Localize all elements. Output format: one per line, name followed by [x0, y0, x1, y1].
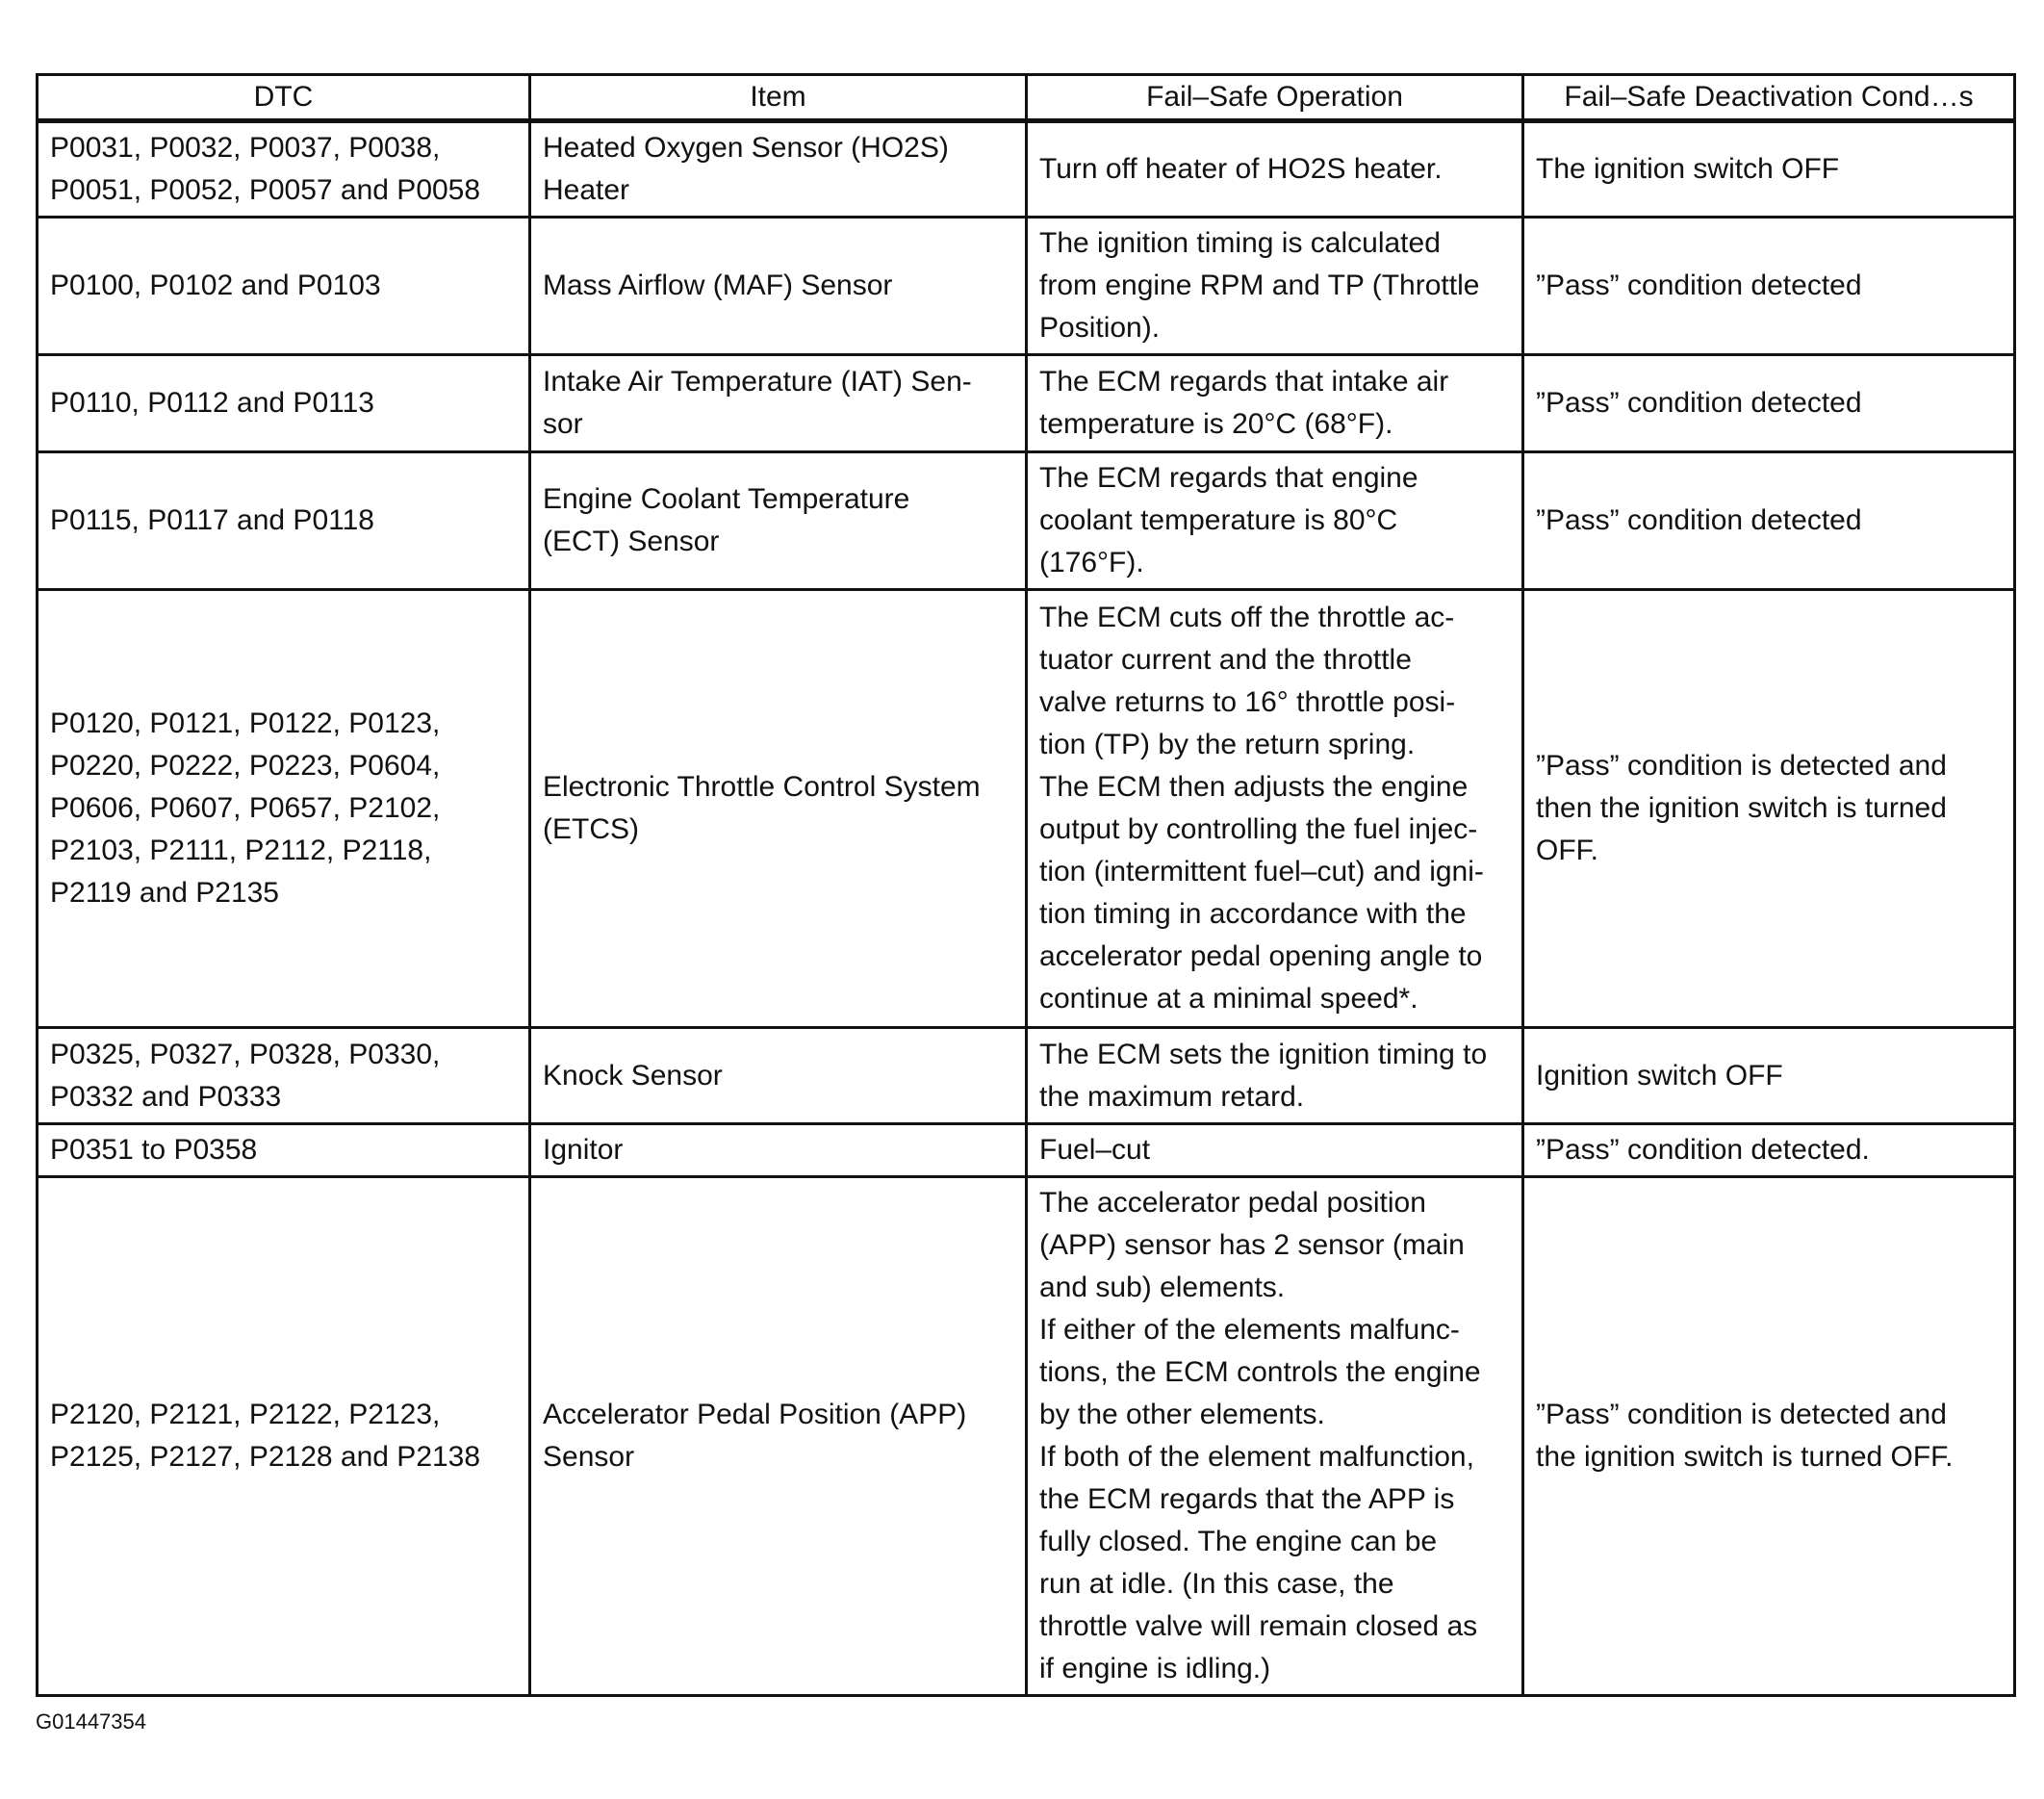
deactivation-cell: ”Pass” condition detected — [1523, 452, 2015, 590]
item-cell: Heated Oxygen Sensor (HO2S) Heater — [530, 121, 1027, 218]
deactivation-cell: ”Pass” condition is detected and then the ignition switch is turned OFF. — [1523, 590, 2015, 1028]
header-dtc: DTC — [38, 75, 530, 121]
header-row — [38, 75, 2015, 121]
dtc-cell: P0100, P0102 and P0103 — [38, 218, 530, 355]
dtc-cell: P0110, P0112 and P0113 — [38, 355, 530, 452]
dtc-cell: P0115, P0117 and P0118 — [38, 452, 530, 590]
deactivation-cell: ”Pass” condition detected. — [1523, 1124, 2015, 1177]
dtc-cell: P0120, P0121, P0122, P0123, P0220, P0222, P0223, P0604, P0606, P0607, P0657, P2102, P2103, P2111, P2112, P2118, P2119 and P2135 — [38, 590, 530, 1028]
operation-cell: The ECM regards that intake air temperature is 20°C (68°F). — [1027, 355, 1523, 452]
item-cell: Ignitor — [530, 1124, 1027, 1177]
deactivation-cell: The ignition switch OFF — [1523, 121, 2015, 218]
dtc-cell: P0031, P0032, P0037, P0038, P0051, P0052, P0057 and P0058 — [38, 121, 530, 218]
table-row — [38, 1177, 2015, 1696]
operation-cell: The accelerator pedal position (APP) sensor has 2 sensor (main and sub) elements. If either of the elements malfunc- tions, the ECM controls the engine by the other elements. If both of the element malfunction, the ECM regards that the APP is fully closed. The engine can be run at idle. (In this case, the throttle valve will remain closed as if engine is idling.) — [1027, 1177, 1523, 1696]
operation-cell: The ignition timing is calculated from engine RPM and TP (Throttle Position). — [1027, 218, 1523, 355]
table-body — [38, 121, 2015, 1696]
deactivation-cell: ”Pass” condition detected — [1523, 355, 2015, 452]
item-cell: Engine Coolant Temperature (ECT) Sensor — [530, 452, 1027, 590]
deactivation-cell: Ignition switch OFF — [1523, 1028, 2015, 1124]
table-row — [38, 1124, 2015, 1177]
operation-cell: The ECM cuts off the throttle ac- tuator current and the throttle valve returns to 16° throttle posi- tion (TP) by the return spring. The ECM then adjusts the engine output by controlling the fuel injec- tion (intermittent fuel–cut) and igni- tion timing in accordance with the accelerator pedal opening angle to continue at a minimal speed*. — [1027, 590, 1523, 1028]
table-row — [38, 121, 2015, 218]
item-cell: Electronic Throttle Control System (ETCS) — [530, 590, 1027, 1028]
deactivation-cell: ”Pass” condition detected — [1523, 218, 2015, 355]
table-header — [38, 75, 2015, 121]
image-reference-code: G01447354 — [36, 1709, 146, 1734]
fail-safe-table-container — [36, 73, 2013, 1697]
dtc-cell: P0325, P0327, P0328, P0330, P0332 and P0333 — [38, 1028, 530, 1124]
item-cell: Knock Sensor — [530, 1028, 1027, 1124]
operation-cell: The ECM sets the ignition timing to the maximum retard. — [1027, 1028, 1523, 1124]
operation-cell: Turn off heater of HO2S heater. — [1027, 121, 1523, 218]
deactivation-cell: ”Pass” condition is detected and the ignition switch is turned OFF. — [1523, 1177, 2015, 1696]
item-cell: Mass Airflow (MAF) Sensor — [530, 218, 1027, 355]
table-row — [38, 355, 2015, 452]
table-row — [38, 590, 2015, 1028]
dtc-cell: P2120, P2121, P2122, P2123, P2125, P2127, P2128 and P2138 — [38, 1177, 530, 1696]
fail-safe-table — [36, 73, 2016, 1697]
item-cell: Intake Air Temperature (IAT) Sen- sor — [530, 355, 1027, 452]
header-fail-safe-operation: Fail–Safe Operation — [1027, 75, 1523, 121]
table-row — [38, 1028, 2015, 1124]
table-row — [38, 452, 2015, 590]
header-item: Item — [530, 75, 1027, 121]
dtc-cell: P0351 to P0358 — [38, 1124, 530, 1177]
item-cell: Accelerator Pedal Position (APP) Sensor — [530, 1177, 1027, 1696]
header-fail-safe-deactivation: Fail–Safe Deactivation Cond…s — [1523, 75, 2015, 121]
operation-cell: The ECM regards that engine coolant temperature is 80°C (176°F). — [1027, 452, 1523, 590]
operation-cell: Fuel–cut — [1027, 1124, 1523, 1177]
table-row — [38, 218, 2015, 355]
